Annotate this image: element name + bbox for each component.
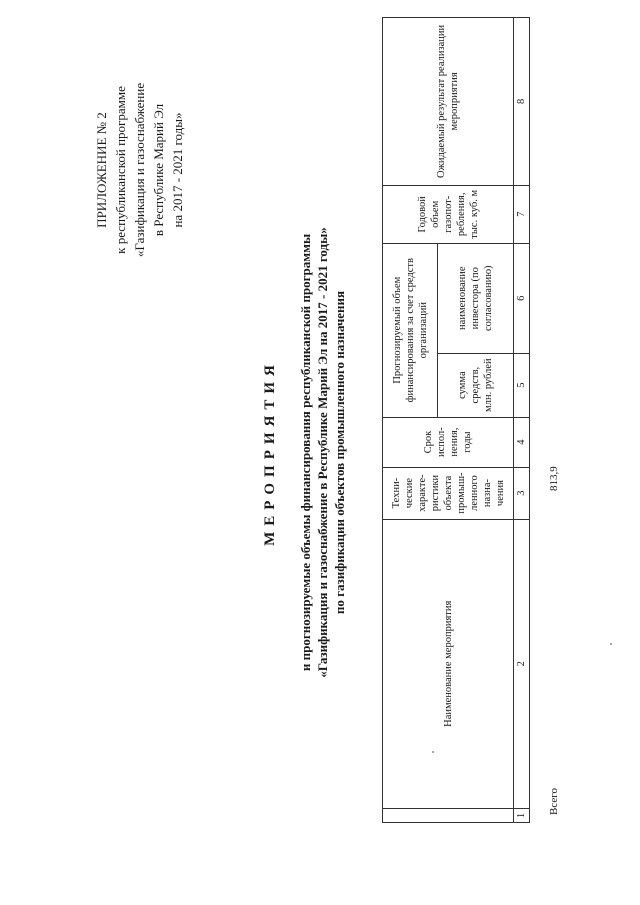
column-number: 7 [514, 185, 530, 243]
title-line: и прогнозируемые объемы финансирования республиканской программы [298, 233, 313, 672]
column-number: 5 [514, 353, 530, 417]
column-number: 2 [514, 519, 530, 808]
column-number: 8 [514, 18, 530, 186]
column-number: 6 [514, 243, 530, 353]
header-term: Срок испол-нения, годы [383, 417, 514, 467]
measures-table [382, 17, 530, 823]
title-line: по газификации объектов промышленного назначения [332, 290, 347, 615]
appendix-line: к республиканской программе [113, 86, 128, 254]
column-number: 3 [514, 467, 530, 519]
header-annual-volume: Годовой объем газопот-ребления, тыс. куб. м [383, 185, 514, 243]
header-expected-result: Ожидаемый результат реализации мероприятия [383, 18, 514, 186]
scan-speck [610, 643, 612, 645]
header-cell-num [383, 809, 514, 823]
total-label: Всего [548, 788, 560, 815]
appendix-block [92, 40, 187, 300]
column-number: 4 [514, 417, 530, 467]
document-title [262, 0, 348, 905]
appendix-line: на 2017 - 2021 годы» [170, 112, 185, 228]
total-value: 813,9 [548, 466, 560, 491]
title-line: «Газификация и газоснабжение в Республике Марий Эл на 2017 - 2021 годы» [315, 227, 330, 678]
column-number: 1 [514, 809, 530, 823]
appendix-line: ПРИЛОЖЕНИЕ № 2 [94, 112, 109, 228]
column-number-row [514, 18, 530, 823]
header-amount: сумма средств, млн. рублей [438, 353, 514, 417]
title-main: МЕРОПРИЯТИЯ [262, 359, 278, 546]
header-financing-group: Прогнозируемый объем финансирования за счет средств организаций [383, 243, 438, 417]
appendix-line: в Республике Марий Эл [151, 103, 166, 237]
scan-speck [432, 751, 434, 753]
header-measure-name: Наименование мероприятия [383, 519, 514, 808]
header-tech-specs: Техни-ческие характе-ристики объекта промыш-ленного назна-чения [383, 467, 514, 519]
appendix-line: «Газификация и газоснабжение [132, 82, 147, 258]
header-investor: наименование инвестора (по согласованию) [438, 243, 514, 353]
header-row [383, 18, 438, 823]
